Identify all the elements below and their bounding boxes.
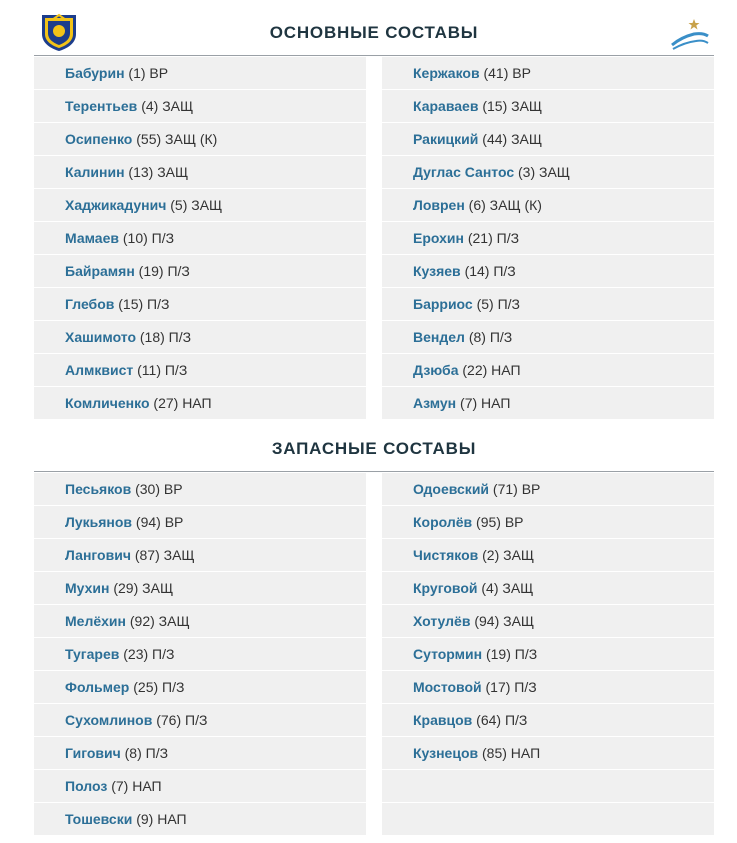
player-row[interactable]: [382, 387, 714, 420]
player-name-link[interactable]: Гигович: [65, 745, 121, 761]
player-name-link[interactable]: Калинин: [65, 164, 125, 180]
player-number-position: (19) П/З: [485, 646, 538, 662]
home-starting-list: [34, 57, 366, 420]
player-row[interactable]: [382, 539, 714, 572]
player-row[interactable]: [382, 222, 714, 255]
player-name-link[interactable]: Ловрен: [413, 197, 465, 213]
player-name-link[interactable]: Лукьянов: [65, 514, 133, 530]
player-row[interactable]: [34, 222, 366, 255]
player-number-position: (4) ЗАЩ: [481, 580, 534, 596]
player-row[interactable]: [34, 473, 366, 506]
player-number-position: (15) ЗАЩ: [482, 98, 543, 114]
player-name-link[interactable]: Песьяков: [65, 481, 132, 497]
player-number-position: (76) П/З: [156, 712, 208, 728]
player-number-position: (95) ВР: [476, 514, 524, 530]
player-row[interactable]: [34, 803, 366, 836]
player-row[interactable]: [34, 539, 366, 572]
player-row: [382, 770, 714, 803]
player-row[interactable]: [34, 288, 366, 321]
player-number-position: (1) ВР: [128, 65, 169, 81]
away-subs-list: [382, 473, 714, 836]
player-row[interactable]: [382, 90, 714, 123]
player-name-link[interactable]: Мухин: [65, 580, 110, 596]
player-number-position: (41) ВР: [483, 65, 531, 81]
player-name-link[interactable]: Дзюба: [413, 362, 459, 378]
player-number-position: (8) П/З: [468, 329, 513, 345]
player-number-position: (94) ВР: [135, 514, 184, 530]
player-row[interactable]: [382, 704, 714, 737]
player-row[interactable]: [34, 156, 366, 189]
player-number-position: (7) НАП: [111, 778, 162, 794]
player-row: [382, 803, 714, 836]
player-row[interactable]: [382, 57, 714, 90]
player-row[interactable]: [34, 123, 366, 156]
player-row[interactable]: [382, 638, 714, 671]
away-starting-list: [382, 57, 714, 420]
player-name-link[interactable]: Комличенко: [65, 395, 150, 411]
player-row[interactable]: [34, 255, 366, 288]
player-name-link[interactable]: Кузнецов: [413, 745, 479, 761]
player-number-position: (15) П/З: [118, 296, 170, 312]
player-number-position: (23) П/З: [123, 646, 175, 662]
player-number-position: (94) ЗАЩ: [474, 613, 535, 629]
player-row[interactable]: [382, 189, 714, 222]
home-subs-list: [34, 473, 366, 836]
player-name-link[interactable]: Караваев: [413, 98, 479, 114]
player-row[interactable]: [34, 638, 366, 671]
player-row[interactable]: [34, 770, 366, 803]
player-number-position: (4) ЗАЩ: [141, 98, 194, 114]
section-title-starting: ОСНОВНЫЕ СОСТАВЫ: [269, 23, 479, 42]
player-number-position: (87) ЗАЩ: [134, 547, 195, 563]
player-number-position: (30) ВР: [135, 481, 183, 497]
player-number-position: (13) ЗАЩ: [128, 164, 189, 180]
player-name-link[interactable]: Одоевский: [413, 481, 490, 497]
player-row[interactable]: [34, 189, 366, 222]
player-row[interactable]: [382, 572, 714, 605]
player-name-link[interactable]: Фольмер: [65, 679, 130, 695]
player-row[interactable]: [34, 321, 366, 354]
player-name-link[interactable]: Королёв: [413, 514, 473, 530]
player-row[interactable]: [382, 288, 714, 321]
player-name-link[interactable]: Тугарев: [65, 646, 120, 662]
player-name-link[interactable]: Байрамян: [65, 263, 135, 279]
player-row[interactable]: [34, 671, 366, 704]
substitutes-header: [34, 426, 714, 472]
player-number-position: (3) ЗАЩ: [518, 164, 570, 180]
player-number-position: (11) П/З: [137, 362, 188, 378]
player-number-position: (21) П/З: [467, 230, 520, 246]
player-number-position: (44) ЗАЩ: [482, 131, 542, 147]
player-row[interactable]: [382, 473, 714, 506]
player-name-link[interactable]: Терентьев: [65, 98, 138, 114]
player-number-position: (29) ЗАЩ: [113, 580, 174, 596]
player-name-link[interactable]: Хотулёв: [413, 613, 471, 629]
player-name-link[interactable]: Чистяков: [413, 547, 479, 563]
player-number-position: (18) П/З: [139, 329, 192, 345]
player-name-link[interactable]: Лангович: [65, 547, 131, 563]
player-name-link[interactable]: Сутормин: [413, 646, 483, 662]
player-name-link[interactable]: Круговой: [413, 580, 478, 596]
player-number-position: (8) П/З: [124, 745, 169, 761]
player-row[interactable]: [34, 572, 366, 605]
player-row[interactable]: [382, 123, 714, 156]
player-name-link[interactable]: Мелёхин: [65, 613, 126, 629]
player-number-position: (5) П/З: [476, 296, 521, 312]
player-name-link[interactable]: Мамаев: [65, 230, 119, 246]
player-number-position: (5) ЗАЩ: [170, 197, 223, 213]
player-number-position: (92) ЗАЩ: [129, 613, 190, 629]
player-name-link[interactable]: Хаджикадунич: [65, 197, 167, 213]
player-row[interactable]: [382, 671, 714, 704]
player-name-link[interactable]: Бабурин: [65, 65, 125, 81]
player-name-link[interactable]: Ерохин: [413, 230, 464, 246]
player-name-link[interactable]: Глебов: [65, 296, 115, 312]
player-row[interactable]: [382, 255, 714, 288]
player-number-position: (6) ЗАЩ (К): [468, 197, 542, 213]
player-name-link[interactable]: Алмквист: [65, 362, 134, 378]
player-row[interactable]: [382, 506, 714, 539]
player-row[interactable]: [382, 156, 714, 189]
player-number-position: (19) П/З: [138, 263, 190, 279]
player-number-position: (2) ЗАЩ: [482, 547, 535, 563]
player-number-position: (17) П/З: [485, 679, 537, 695]
player-name-link[interactable]: Барриос: [413, 296, 473, 312]
zenit-logo-icon: [670, 18, 710, 52]
player-number-position: (27) НАП: [153, 395, 212, 411]
player-row[interactable]: [34, 354, 366, 387]
player-row[interactable]: [382, 737, 714, 770]
player-number-position: (7) НАП: [460, 395, 511, 411]
player-row[interactable]: [382, 354, 714, 387]
player-name-link[interactable]: Дуглас Сантос: [413, 164, 515, 180]
player-row[interactable]: [34, 704, 366, 737]
player-name-link[interactable]: Ракицкий: [413, 131, 479, 147]
player-number-position: (9) НАП: [136, 811, 187, 827]
player-number-position: (85) НАП: [482, 745, 541, 761]
player-number-position: (22) НАП: [462, 362, 521, 378]
player-name-link[interactable]: Сухомлинов: [65, 712, 153, 728]
player-row[interactable]: [34, 57, 366, 90]
player-row[interactable]: [34, 387, 366, 420]
player-row[interactable]: [382, 605, 714, 638]
player-name-link[interactable]: Азмун: [413, 395, 457, 411]
player-number-position: (64) П/З: [476, 712, 528, 728]
player-name-link[interactable]: Мостовой: [413, 679, 482, 695]
player-row[interactable]: [34, 605, 366, 638]
player-name-link[interactable]: Осипенко: [65, 131, 133, 147]
player-row[interactable]: [34, 506, 366, 539]
player-name-link[interactable]: Хашимото: [65, 329, 136, 345]
player-number-position: (14) П/З: [464, 263, 516, 279]
player-number-position: (25) П/З: [133, 679, 185, 695]
player-name-link[interactable]: Кузяев: [413, 263, 461, 279]
player-row[interactable]: [382, 321, 714, 354]
player-number-position: (71) ВР: [492, 481, 541, 497]
player-number-position: (10) П/З: [122, 230, 175, 246]
player-row[interactable]: [34, 90, 366, 123]
player-name-link[interactable]: Полоз: [65, 778, 108, 794]
player-name-link[interactable]: Тошевски: [65, 811, 133, 827]
player-row[interactable]: [34, 737, 366, 770]
player-name-link[interactable]: Вендел: [413, 329, 465, 345]
section-title-subs: ЗАПАСНЫЕ СОСТАВЫ: [271, 439, 477, 458]
player-name-link[interactable]: Кравцов: [413, 712, 473, 728]
starting-lineups-header: [34, 10, 714, 56]
player-name-link[interactable]: Кержаков: [413, 65, 480, 81]
player-number-position: (55) ЗАЩ (К): [136, 131, 218, 147]
